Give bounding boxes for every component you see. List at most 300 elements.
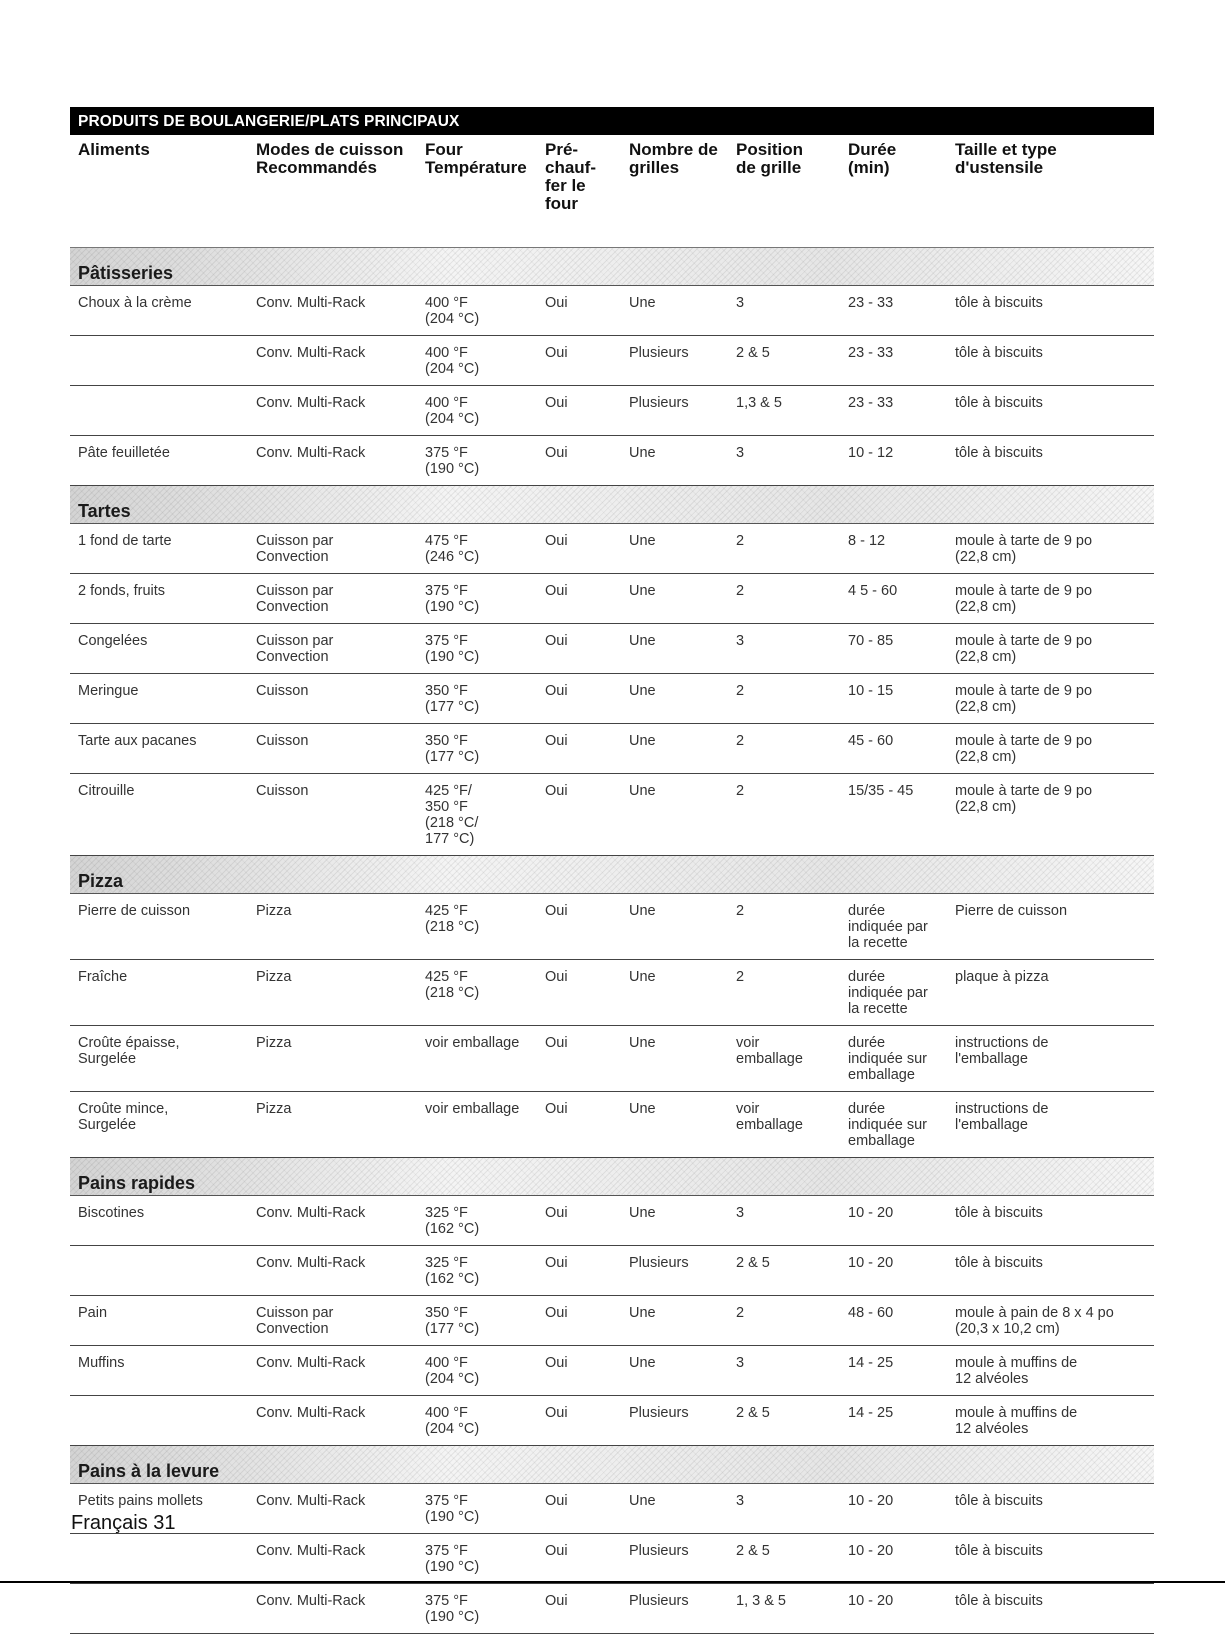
cell-line: Oui bbox=[545, 344, 568, 361]
cell-line: 350 °F bbox=[425, 1304, 468, 1321]
cell-ustensile bbox=[947, 1295, 1154, 1345]
cell-aliment bbox=[70, 623, 248, 673]
cell-line: (190 °C) bbox=[425, 460, 480, 477]
cell-prechauffer bbox=[537, 435, 621, 485]
cell-line: Oui bbox=[545, 294, 568, 311]
cell-line: 325 °F bbox=[425, 1204, 468, 1221]
cell-line: emballage bbox=[848, 1132, 915, 1149]
cell-line: Pierre de cuisson bbox=[955, 902, 1068, 919]
cell-line: Biscotines bbox=[78, 1204, 145, 1221]
cell-line: 2 bbox=[736, 532, 745, 549]
table-row bbox=[70, 285, 1154, 335]
cell-temperature bbox=[417, 723, 537, 773]
cell-position bbox=[728, 1345, 840, 1395]
cell-line: 2 bbox=[736, 732, 745, 749]
cell-line: Oui bbox=[545, 1034, 568, 1051]
cell-prechauffer bbox=[537, 1395, 621, 1445]
cell-line: Plusieurs bbox=[629, 1254, 689, 1271]
cell-line: (218 °C) bbox=[425, 918, 480, 935]
cell-temperature bbox=[417, 1245, 537, 1295]
cell-line: 2 & 5 bbox=[736, 1542, 770, 1559]
cell-line: 400 °F bbox=[425, 394, 468, 411]
baking-table bbox=[70, 135, 1154, 1634]
cell-ustensile bbox=[947, 959, 1154, 1025]
cell-ustensile bbox=[947, 1025, 1154, 1091]
cell-line: Conv. Multi-Rack bbox=[256, 444, 366, 461]
cell-line: (22,8 cm) bbox=[955, 548, 1017, 565]
cell-line: durée bbox=[848, 902, 886, 919]
cell-duree bbox=[840, 1483, 947, 1533]
cell-mode bbox=[248, 959, 417, 1025]
cell-nombre-grilles bbox=[621, 385, 728, 435]
section-header-cell bbox=[70, 485, 1154, 523]
cell-position bbox=[728, 335, 840, 385]
cell-line: 10 - 20 bbox=[848, 1204, 894, 1221]
header-four: Four Température bbox=[425, 140, 527, 177]
cell-line: Oui bbox=[545, 632, 568, 649]
cell-line: moule à tarte de 9 po bbox=[955, 532, 1093, 549]
cell-line: 10 - 20 bbox=[848, 1492, 894, 1509]
cell-line: (22,8 cm) bbox=[955, 798, 1017, 815]
table-row bbox=[70, 1025, 1154, 1091]
table-body bbox=[70, 247, 1154, 1633]
cell-duree bbox=[840, 1345, 947, 1395]
cell-line: indiquée sur bbox=[848, 1116, 927, 1133]
cell-temperature bbox=[417, 1533, 537, 1583]
cell-line: l'emballage bbox=[955, 1050, 1028, 1067]
cell-line: Tarte aux pacanes bbox=[78, 732, 197, 749]
cell-line: Une bbox=[629, 902, 656, 919]
cell-aliment bbox=[70, 1345, 248, 1395]
cell-ustensile bbox=[947, 1245, 1154, 1295]
cell-line: Une bbox=[629, 1304, 656, 1321]
cell-position bbox=[728, 773, 840, 855]
cell-nombre-grilles bbox=[621, 893, 728, 959]
cell-nombre-grilles bbox=[621, 1483, 728, 1533]
cell-prechauffer bbox=[537, 385, 621, 435]
cell-line: Cuisson bbox=[256, 682, 309, 699]
cell-line: Plusieurs bbox=[629, 1542, 689, 1559]
baking-table-page bbox=[70, 107, 1154, 1634]
cell-line: Cuisson bbox=[256, 732, 309, 749]
cell-duree bbox=[840, 573, 947, 623]
cell-line: Une bbox=[629, 1100, 656, 1117]
cell-line: indiquée par bbox=[848, 918, 928, 935]
cell-line: 375 °F bbox=[425, 1592, 468, 1609]
cell-prechauffer bbox=[537, 523, 621, 573]
cell-temperature bbox=[417, 1025, 537, 1091]
cell-line: Croûte mince, bbox=[78, 1100, 169, 1117]
cell-duree bbox=[840, 435, 947, 485]
cell-line: tôle à biscuits bbox=[955, 1542, 1043, 1559]
section-title: Pains à la levure bbox=[78, 1461, 220, 1481]
cell-nombre-grilles bbox=[621, 1025, 728, 1091]
cell-line: 3 bbox=[736, 294, 745, 311]
cell-ustensile bbox=[947, 1533, 1154, 1583]
cell-line: 10 - 20 bbox=[848, 1592, 894, 1609]
cell-temperature bbox=[417, 623, 537, 673]
section-header-cell bbox=[70, 1445, 1154, 1483]
cell-position bbox=[728, 623, 840, 673]
cell-position bbox=[728, 523, 840, 573]
cell-mode bbox=[248, 773, 417, 855]
cell-line: 10 - 12 bbox=[848, 444, 894, 461]
cell-aliment bbox=[70, 1295, 248, 1345]
cell-position bbox=[728, 1583, 840, 1633]
cell-aliment bbox=[70, 573, 248, 623]
cell-duree bbox=[840, 959, 947, 1025]
cell-line: tôle à biscuits bbox=[955, 1592, 1043, 1609]
cell-nombre-grilles bbox=[621, 285, 728, 335]
bottom-rule bbox=[0, 1581, 1225, 1583]
cell-nombre-grilles bbox=[621, 335, 728, 385]
cell-line: 400 °F bbox=[425, 294, 468, 311]
cell-nombre-grilles bbox=[621, 1295, 728, 1345]
table-row bbox=[70, 673, 1154, 723]
cell-line: Plusieurs bbox=[629, 1592, 689, 1609]
cell-duree bbox=[840, 673, 947, 723]
cell-temperature bbox=[417, 1295, 537, 1345]
cell-duree bbox=[840, 1533, 947, 1583]
cell-line: 23 - 33 bbox=[848, 294, 894, 311]
cell-aliment bbox=[70, 959, 248, 1025]
cell-line: Cuisson par bbox=[256, 582, 334, 599]
cell-line: 48 - 60 bbox=[848, 1304, 894, 1321]
cell-nombre-grilles bbox=[621, 1345, 728, 1395]
cell-duree bbox=[840, 893, 947, 959]
cell-line: 23 - 33 bbox=[848, 344, 894, 361]
cell-line: 2 & 5 bbox=[736, 1404, 770, 1421]
cell-mode bbox=[248, 723, 417, 773]
cell-line: 4 5 - 60 bbox=[848, 582, 898, 599]
cell-temperature bbox=[417, 1483, 537, 1533]
cell-line: 12 alvéoles bbox=[955, 1420, 1029, 1437]
cell-line: emballage bbox=[736, 1116, 803, 1133]
section-header bbox=[70, 1157, 1154, 1195]
cell-line: moule à tarte de 9 po bbox=[955, 782, 1093, 799]
table-row bbox=[70, 523, 1154, 573]
cell-line: 425 °F bbox=[425, 968, 468, 985]
cell-line: Pizza bbox=[256, 1100, 292, 1117]
cell-line: Oui bbox=[545, 394, 568, 411]
cell-position bbox=[728, 1483, 840, 1533]
cell-temperature bbox=[417, 385, 537, 435]
cell-line: Pizza bbox=[256, 968, 292, 985]
cell-line: 400 °F bbox=[425, 1404, 468, 1421]
cell-prechauffer bbox=[537, 893, 621, 959]
header-nombre-grilles: Nombre de grilles bbox=[629, 140, 718, 177]
cell-temperature bbox=[417, 435, 537, 485]
section-header bbox=[70, 485, 1154, 523]
cell-line: 2 & 5 bbox=[736, 344, 770, 361]
cell-position bbox=[728, 1395, 840, 1445]
cell-line: 425 °F/ bbox=[425, 782, 472, 799]
cell-line: (204 °C) bbox=[425, 1420, 480, 1437]
cell-nombre-grilles bbox=[621, 1245, 728, 1295]
cell-prechauffer bbox=[537, 285, 621, 335]
cell-aliment bbox=[70, 523, 248, 573]
cell-mode bbox=[248, 1245, 417, 1295]
cell-line: instructions de bbox=[955, 1034, 1049, 1051]
cell-line: moule à muffins de bbox=[955, 1354, 1078, 1371]
cell-line: Oui bbox=[545, 1542, 568, 1559]
cell-line: instructions de bbox=[955, 1100, 1049, 1117]
cell-position bbox=[728, 1295, 840, 1345]
cell-line: (177 °C) bbox=[425, 698, 480, 715]
cell-prechauffer bbox=[537, 1025, 621, 1091]
header-prechauffer: Pré- chauf- fer le four bbox=[545, 140, 596, 213]
cell-line: (162 °C) bbox=[425, 1270, 480, 1287]
cell-mode bbox=[248, 893, 417, 959]
cell-prechauffer bbox=[537, 1091, 621, 1157]
cell-mode bbox=[248, 523, 417, 573]
header-duree: Durée (min) bbox=[848, 140, 897, 177]
section-header-cell bbox=[70, 855, 1154, 893]
cell-line: 10 - 20 bbox=[848, 1542, 894, 1559]
cell-mode bbox=[248, 673, 417, 723]
cell-aliment bbox=[70, 1245, 248, 1295]
page-footer: Français 31 bbox=[71, 1512, 176, 1534]
table-row bbox=[70, 573, 1154, 623]
cell-aliment bbox=[70, 893, 248, 959]
cell-ustensile bbox=[947, 1583, 1154, 1633]
cell-line: Une bbox=[629, 682, 656, 699]
cell-line: Une bbox=[629, 444, 656, 461]
cell-nombre-grilles bbox=[621, 673, 728, 723]
cell-line: Conv. Multi-Rack bbox=[256, 394, 366, 411]
cell-prechauffer bbox=[537, 673, 621, 723]
table-row bbox=[70, 335, 1154, 385]
cell-line: Cuisson par bbox=[256, 632, 334, 649]
cell-line: Convection bbox=[256, 1320, 329, 1337]
cell-line: Oui bbox=[545, 732, 568, 749]
cell-mode bbox=[248, 1483, 417, 1533]
cell-mode bbox=[248, 1395, 417, 1445]
cell-line: 375 °F bbox=[425, 632, 468, 649]
cell-line: Oui bbox=[545, 1204, 568, 1221]
cell-line: 1 fond de tarte bbox=[78, 532, 172, 549]
cell-duree bbox=[840, 723, 947, 773]
cell-line: Conv. Multi-Rack bbox=[256, 294, 366, 311]
table-banner: PRODUITS DE BOULANGERIE/PLATS PRINCIPAUX bbox=[70, 107, 1154, 135]
cell-line: 14 - 25 bbox=[848, 1404, 894, 1421]
cell-ustensile bbox=[947, 435, 1154, 485]
cell-duree bbox=[840, 385, 947, 435]
cell-mode bbox=[248, 435, 417, 485]
cell-mode bbox=[248, 1295, 417, 1345]
cell-aliment bbox=[70, 1091, 248, 1157]
cell-ustensile bbox=[947, 773, 1154, 855]
table-row bbox=[70, 1195, 1154, 1245]
cell-temperature bbox=[417, 673, 537, 723]
cell-line: Une bbox=[629, 968, 656, 985]
header-modes: Modes de cuisson Recommandés bbox=[256, 140, 404, 177]
cell-aliment bbox=[70, 1395, 248, 1445]
cell-position bbox=[728, 1533, 840, 1583]
cell-line: Oui bbox=[545, 1100, 568, 1117]
header-position: Position de grille bbox=[736, 140, 804, 177]
table-row bbox=[70, 1395, 1154, 1445]
cell-line: tôle à biscuits bbox=[955, 294, 1043, 311]
cell-line: Oui bbox=[545, 1592, 568, 1609]
cell-line: Plusieurs bbox=[629, 344, 689, 361]
cell-nombre-grilles bbox=[621, 773, 728, 855]
cell-position bbox=[728, 1195, 840, 1245]
cell-position bbox=[728, 285, 840, 335]
cell-line: 10 - 15 bbox=[848, 682, 894, 699]
cell-aliment bbox=[70, 773, 248, 855]
cell-line: 14 - 25 bbox=[848, 1354, 894, 1371]
cell-line: tôle à biscuits bbox=[955, 394, 1043, 411]
cell-line: indiquée sur bbox=[848, 1050, 927, 1067]
table-row bbox=[70, 623, 1154, 673]
cell-duree bbox=[840, 1395, 947, 1445]
cell-line: 475 °F bbox=[425, 532, 468, 549]
cell-line: Muffins bbox=[78, 1354, 125, 1371]
cell-line: Conv. Multi-Rack bbox=[256, 1404, 366, 1421]
cell-line: la recette bbox=[848, 934, 908, 951]
cell-duree bbox=[840, 285, 947, 335]
cell-mode bbox=[248, 1345, 417, 1395]
cell-line: 375 °F bbox=[425, 582, 468, 599]
cell-line: 2 bbox=[736, 782, 745, 799]
cell-line: Oui bbox=[545, 532, 568, 549]
cell-line: (204 °C) bbox=[425, 410, 480, 427]
cell-line: moule à pain de 8 x 4 po bbox=[955, 1304, 1114, 1321]
cell-line: l'emballage bbox=[955, 1116, 1028, 1133]
cell-line: Oui bbox=[545, 968, 568, 985]
cell-ustensile bbox=[947, 523, 1154, 573]
cell-line: Conv. Multi-Rack bbox=[256, 1254, 366, 1271]
table-row bbox=[70, 723, 1154, 773]
cell-prechauffer bbox=[537, 773, 621, 855]
cell-line: Pizza bbox=[256, 1034, 292, 1051]
section-title: Pains rapides bbox=[78, 1173, 196, 1193]
cell-mode bbox=[248, 623, 417, 673]
cell-prechauffer bbox=[537, 573, 621, 623]
cell-duree bbox=[840, 773, 947, 855]
cell-duree bbox=[840, 1091, 947, 1157]
cell-aliment bbox=[70, 335, 248, 385]
cell-line: 375 °F bbox=[425, 1542, 468, 1559]
cell-line: 3 bbox=[736, 444, 745, 461]
cell-line: Oui bbox=[545, 782, 568, 799]
section-header bbox=[70, 855, 1154, 893]
cell-line: (22,8 cm) bbox=[955, 698, 1017, 715]
cell-line: Conv. Multi-Rack bbox=[256, 1204, 366, 1221]
cell-nombre-grilles bbox=[621, 1533, 728, 1583]
section-header-cell bbox=[70, 247, 1154, 285]
cell-line: 3 bbox=[736, 632, 745, 649]
cell-line: 3 bbox=[736, 1492, 745, 1509]
cell-line: 425 °F bbox=[425, 902, 468, 919]
cell-temperature bbox=[417, 1195, 537, 1245]
cell-line: Convection bbox=[256, 648, 329, 665]
cell-line: Pizza bbox=[256, 902, 292, 919]
cell-line: Oui bbox=[545, 1354, 568, 1371]
cell-position bbox=[728, 573, 840, 623]
cell-line: (190 °C) bbox=[425, 1558, 480, 1575]
cell-line: voir bbox=[736, 1100, 760, 1117]
cell-position bbox=[728, 1025, 840, 1091]
cell-nombre-grilles bbox=[621, 1195, 728, 1245]
cell-mode bbox=[248, 1583, 417, 1633]
cell-line: 12 alvéoles bbox=[955, 1370, 1029, 1387]
cell-line: 1, 3 & 5 bbox=[736, 1592, 786, 1609]
cell-line: 177 °C) bbox=[425, 830, 475, 847]
cell-line: Cuisson par bbox=[256, 1304, 334, 1321]
cell-prechauffer bbox=[537, 1295, 621, 1345]
table-row bbox=[70, 773, 1154, 855]
cell-nombre-grilles bbox=[621, 523, 728, 573]
cell-position bbox=[728, 959, 840, 1025]
cell-line: tôle à biscuits bbox=[955, 1204, 1043, 1221]
cell-line: 2 fonds, fruits bbox=[78, 582, 166, 599]
cell-duree bbox=[840, 523, 947, 573]
table-row bbox=[70, 959, 1154, 1025]
cell-aliment bbox=[70, 385, 248, 435]
cell-mode bbox=[248, 1025, 417, 1091]
cell-nombre-grilles bbox=[621, 573, 728, 623]
cell-ustensile bbox=[947, 1345, 1154, 1395]
cell-line: Une bbox=[629, 532, 656, 549]
cell-line: 2 bbox=[736, 1304, 745, 1321]
cell-prechauffer bbox=[537, 1533, 621, 1583]
cell-line: voir emballage bbox=[425, 1034, 520, 1051]
cell-line: (190 °C) bbox=[425, 1608, 480, 1625]
cell-line: Convection bbox=[256, 548, 329, 565]
cell-line: (190 °C) bbox=[425, 1508, 480, 1525]
section-header bbox=[70, 247, 1154, 285]
cell-line: 325 °F bbox=[425, 1254, 468, 1271]
cell-line: Plusieurs bbox=[629, 1404, 689, 1421]
cell-mode bbox=[248, 335, 417, 385]
cell-line: moule à tarte de 9 po bbox=[955, 732, 1093, 749]
cell-line: Convection bbox=[256, 598, 329, 615]
cell-prechauffer bbox=[537, 1345, 621, 1395]
cell-line: (162 °C) bbox=[425, 1220, 480, 1237]
cell-temperature bbox=[417, 1583, 537, 1633]
cell-line: (218 °C/ bbox=[425, 814, 479, 831]
cell-line: emballage bbox=[848, 1066, 915, 1083]
cell-temperature bbox=[417, 285, 537, 335]
cell-aliment bbox=[70, 673, 248, 723]
cell-line: voir bbox=[736, 1034, 760, 1051]
cell-line: Oui bbox=[545, 1404, 568, 1421]
cell-temperature bbox=[417, 773, 537, 855]
cell-mode bbox=[248, 1195, 417, 1245]
cell-line: 350 °F bbox=[425, 732, 468, 749]
cell-line: moule à tarte de 9 po bbox=[955, 632, 1093, 649]
cell-aliment bbox=[70, 1195, 248, 1245]
cell-aliment bbox=[70, 723, 248, 773]
cell-line: tôle à biscuits bbox=[955, 1254, 1043, 1271]
cell-nombre-grilles bbox=[621, 1395, 728, 1445]
cell-line: 2 bbox=[736, 682, 745, 699]
section-title: Pâtisseries bbox=[78, 263, 174, 283]
cell-aliment bbox=[70, 1025, 248, 1091]
cell-line: Oui bbox=[545, 582, 568, 599]
cell-line: Une bbox=[629, 1354, 656, 1371]
cell-line: (20,3 x 10,2 cm) bbox=[955, 1320, 1060, 1337]
cell-prechauffer bbox=[537, 623, 621, 673]
cell-line: Une bbox=[629, 732, 656, 749]
cell-line: 23 - 33 bbox=[848, 394, 894, 411]
cell-prechauffer bbox=[537, 1583, 621, 1633]
cell-line: moule à tarte de 9 po bbox=[955, 682, 1093, 699]
cell-line: Conv. Multi-Rack bbox=[256, 344, 366, 361]
cell-line: Meringue bbox=[78, 682, 139, 699]
